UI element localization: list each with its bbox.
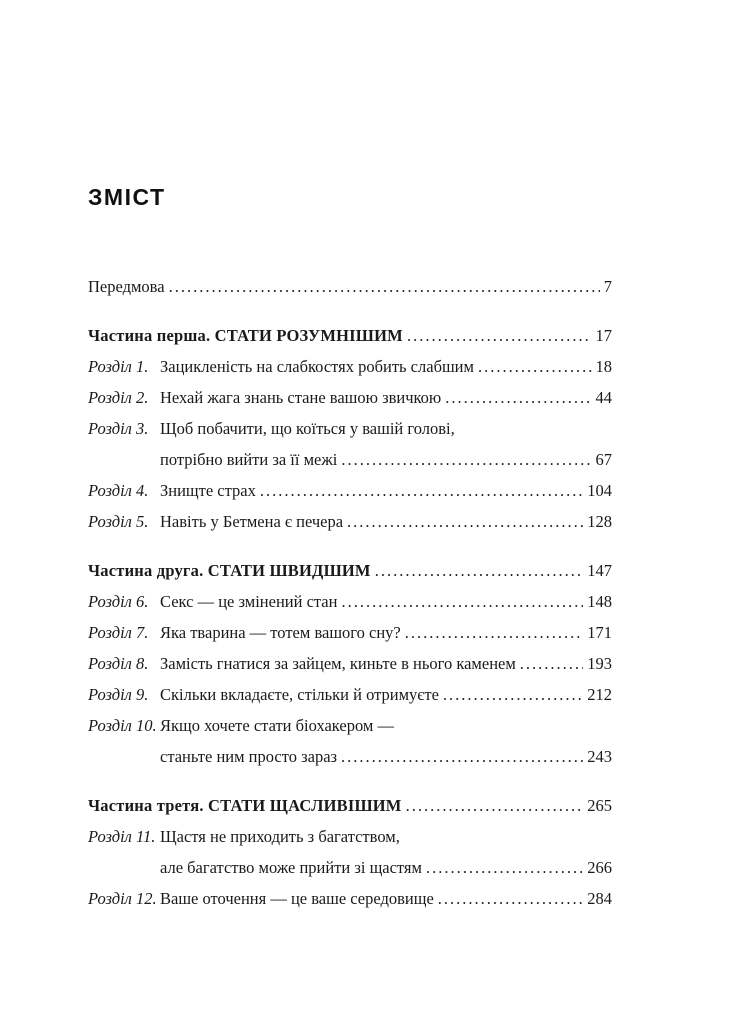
part-2-heading — [88, 555, 612, 586]
preface-title: Передмова — [88, 277, 165, 296]
part-1-heading-text: Частина перша. СТАТИ РОЗУМНІШИМ — [88, 326, 403, 345]
chapter-line — [160, 710, 612, 741]
chapter-title-line-1: Щоб побачити, що коїться у вашій голові, — [160, 419, 455, 438]
chapter-body — [160, 382, 612, 413]
toc-entry-chapter-7 — [88, 617, 612, 648]
chapter-page-number: 284 — [587, 889, 612, 908]
part-2-heading-text: Частина друга. СТАТИ ШВИДШИМ — [88, 561, 371, 580]
dot-leader — [438, 883, 583, 914]
chapter-line — [160, 741, 612, 772]
dot-leader — [406, 790, 584, 821]
chapter-line — [160, 617, 612, 648]
part-3-heading-text: Частина третя. СТАТИ ЩАСЛИВІШИМ — [88, 796, 402, 815]
chapter-page-number: 243 — [587, 747, 612, 766]
chapter-body — [160, 351, 612, 382]
toc-entry-chapter-10 — [88, 710, 612, 772]
chapter-page-number: 44 — [595, 388, 612, 407]
chapter-page-number: 148 — [587, 592, 612, 611]
chapter-body — [160, 679, 612, 710]
chapter-line — [160, 475, 612, 506]
chapter-label: Розділ 7. — [88, 623, 149, 642]
dot-leader — [445, 382, 591, 413]
toc-entry-chapter-12 — [88, 883, 612, 914]
chapter-body — [160, 710, 612, 772]
dot-leader — [426, 852, 583, 883]
chapter-page-number: 128 — [587, 512, 612, 531]
dot-leader — [375, 555, 584, 586]
dot-leader — [260, 475, 583, 506]
chapter-line — [160, 586, 612, 617]
chapter-page-number: 212 — [587, 685, 612, 704]
dot-leader — [443, 679, 583, 710]
toc-entry-chapter-2 — [88, 382, 612, 413]
dot-leader — [341, 741, 583, 772]
chapter-line — [160, 351, 612, 382]
chapter-title: Яка тварина — тотем вашого сну? — [160, 623, 401, 642]
chapter-page-number: 67 — [595, 450, 612, 469]
chapter-page-number: 266 — [587, 858, 612, 877]
chapter-label: Розділ 1. — [88, 357, 149, 376]
chapter-page-number: 18 — [595, 357, 612, 376]
chapter-line — [160, 413, 612, 444]
toc-entry-chapter-11 — [88, 821, 612, 883]
chapter-label: Розділ 6. — [88, 592, 149, 611]
chapter-body — [160, 617, 612, 648]
chapter-title: Навіть у Бетмена є печера — [160, 512, 344, 531]
chapter-title: Скільки вкладаєте, стільки й отримуєте — [160, 685, 439, 704]
chapter-title-line-1: Щастя не приходить з багатством, — [160, 827, 400, 846]
chapter-line — [160, 648, 612, 679]
chapter-title: Ваше оточення — це ваше середовище — [160, 889, 434, 908]
toc-entry-chapter-3 — [88, 413, 612, 475]
chapter-label: Розділ 12. — [88, 889, 157, 908]
chapter-line — [160, 444, 612, 475]
chapter-title-line-2: але багатство може прийти зі щастям — [160, 858, 422, 877]
part-1-heading — [88, 320, 612, 351]
chapter-body — [160, 475, 612, 506]
chapter-title: Знищте страх — [160, 481, 256, 500]
chapter-body — [160, 883, 612, 914]
chapter-title-line-2: потрібно вийти за її межі — [160, 450, 338, 469]
dot-leader — [347, 506, 583, 537]
chapter-label: Розділ 5. — [88, 512, 149, 531]
chapter-label: Розділ 9. — [88, 685, 149, 704]
toc-entry-chapter-5 — [88, 506, 612, 537]
toc-part-1 — [88, 320, 612, 537]
chapter-title: Нехай жага знань стане вашою звичкою — [160, 388, 442, 407]
chapter-title: Зацикленість на слабкостях робить слабшим — [160, 357, 474, 376]
dot-leader — [407, 320, 592, 351]
chapter-page-number: 171 — [587, 623, 612, 642]
toc-entry-chapter-1 — [88, 351, 612, 382]
chapter-line — [160, 852, 612, 883]
preface-page-number: 7 — [603, 277, 612, 296]
chapter-label: Розділ 10. — [88, 716, 157, 735]
chapter-page-number: 193 — [587, 654, 612, 673]
toc-entry-chapter-8 — [88, 648, 612, 679]
chapter-title-line-2: станьте ним просто зараз — [160, 747, 338, 766]
toc-entry-chapter-4 — [88, 475, 612, 506]
chapter-body — [160, 506, 612, 537]
dot-leader — [341, 586, 583, 617]
toc-entry-chapter-6 — [88, 586, 612, 617]
chapter-line — [160, 506, 612, 537]
part-2-page-number: 147 — [587, 561, 612, 580]
dot-leader — [478, 351, 592, 382]
chapter-line — [160, 679, 612, 710]
chapter-label: Розділ 2. — [88, 388, 149, 407]
part-3-heading — [88, 790, 612, 821]
toc-preface-row — [88, 271, 612, 302]
page-title: ЗМІСТ — [88, 184, 166, 210]
chapter-line — [160, 883, 612, 914]
chapter-page-number: 104 — [587, 481, 612, 500]
dot-leader — [169, 271, 600, 302]
chapter-title: Замість гнатися за зайцем, киньте в нього каменем — [160, 654, 516, 673]
chapter-body — [160, 648, 612, 679]
chapter-title-line-1: Якщо хочете стати біохакером — — [160, 716, 394, 735]
chapter-label: Розділ 4. — [88, 481, 149, 500]
toc-part-3 — [88, 790, 612, 914]
chapter-body — [160, 586, 612, 617]
part-1-page-number: 17 — [595, 326, 612, 345]
chapter-label: Розділ 11. — [88, 827, 156, 846]
part-3-page-number: 265 — [587, 796, 612, 815]
chapter-label: Розділ 8. — [88, 654, 149, 673]
chapter-line — [160, 382, 612, 413]
dot-leader — [520, 648, 583, 679]
chapter-title: Секс — це змінений стан — [160, 592, 338, 611]
toc-part-2 — [88, 555, 612, 772]
chapter-line — [160, 821, 612, 852]
chapter-body — [160, 413, 612, 475]
chapter-label: Розділ 3. — [88, 419, 149, 438]
dot-leader — [405, 617, 584, 648]
toc-entry-chapter-9 — [88, 679, 612, 710]
chapter-body — [160, 821, 612, 883]
dot-leader — [341, 444, 591, 475]
